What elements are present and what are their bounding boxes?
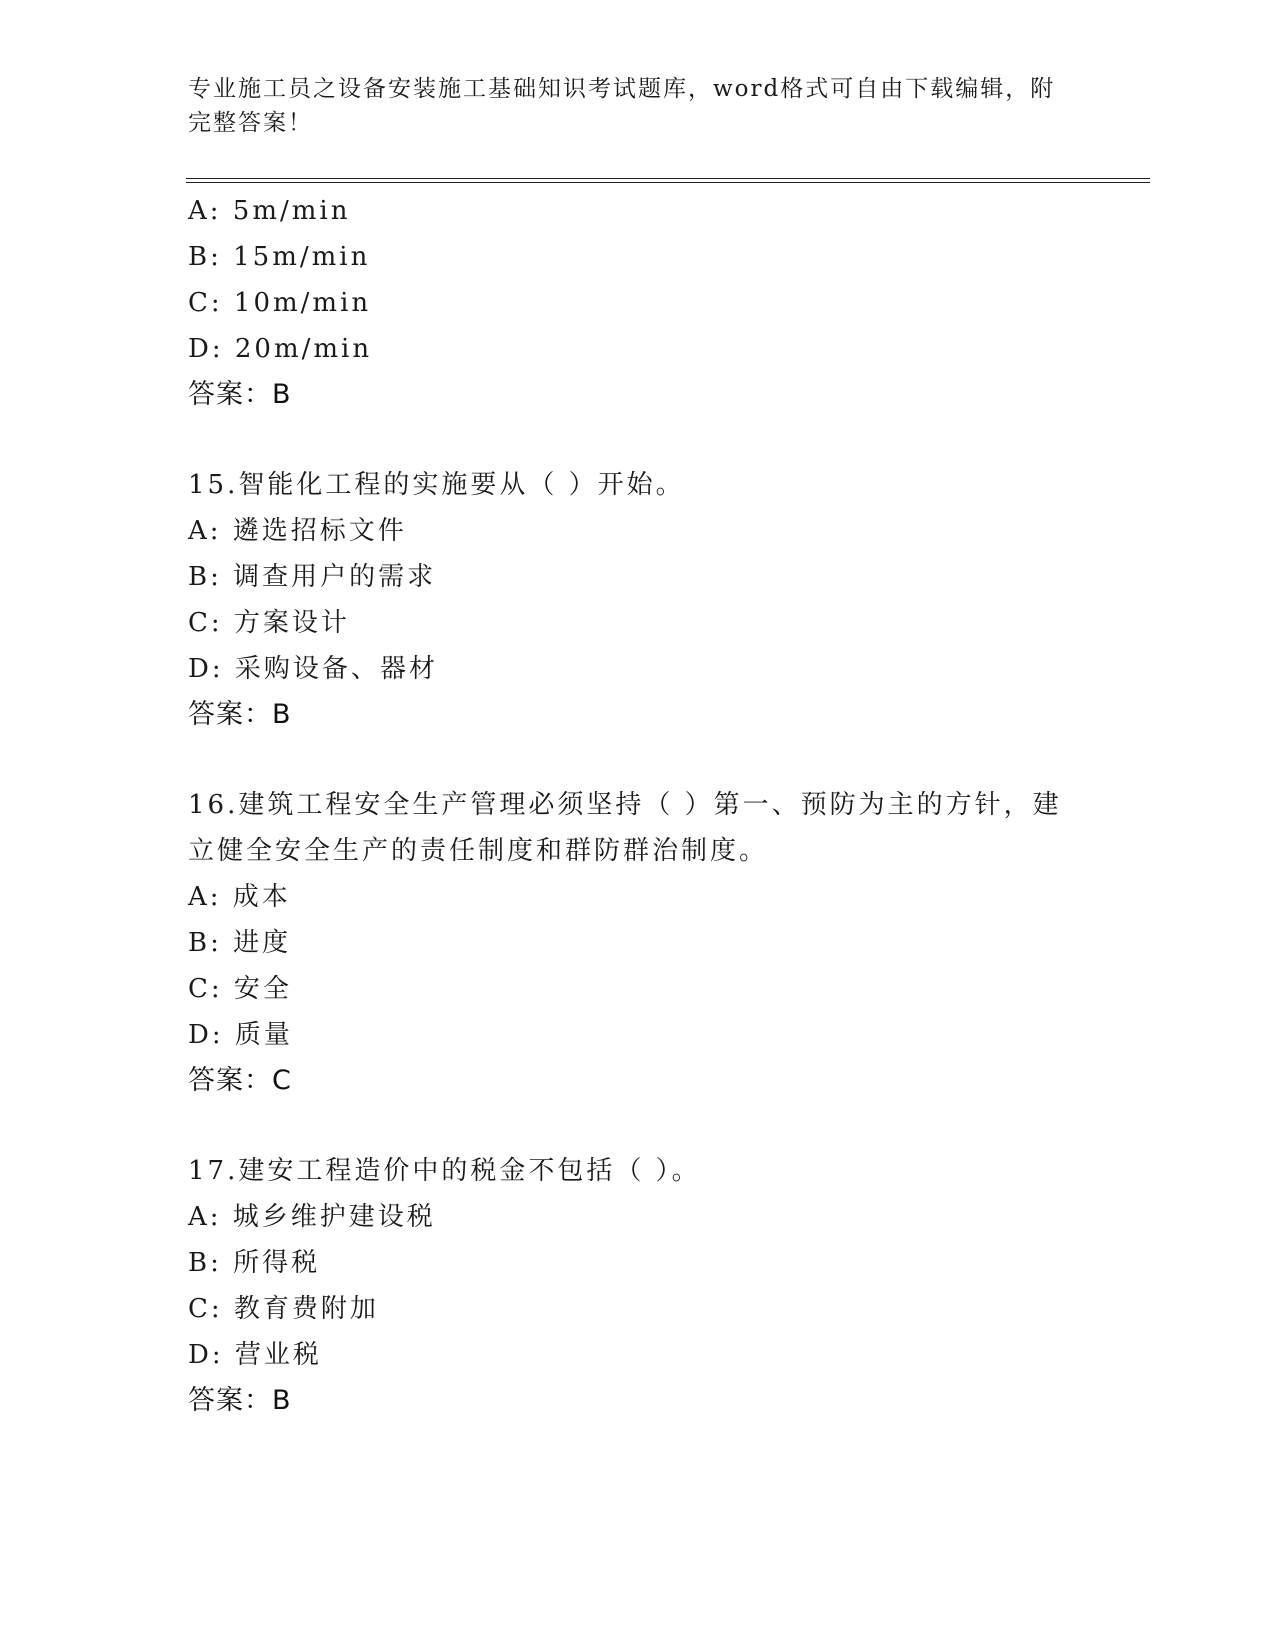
document-body <box>188 188 1088 1424</box>
option-b: B: 15m/min <box>188 242 371 272</box>
option-d: D: 营业税 <box>188 1340 322 1370</box>
option-a: A: 城乡维护建设税 <box>188 1202 436 1232</box>
option-a: A: 成本 <box>188 882 291 912</box>
option-b: B: 进度 <box>188 928 292 958</box>
option-d: D: 采购设备、器材 <box>188 654 438 684</box>
option-d: D: 20m/min <box>188 334 373 364</box>
option-d: D: 质量 <box>188 1020 293 1050</box>
question-block-15 <box>188 462 1088 738</box>
option-c: C: 方案设计 <box>188 608 350 638</box>
spacer <box>188 738 1088 782</box>
option-a: A: 遴选招标文件 <box>188 516 407 546</box>
option-c: C: 10m/min <box>188 288 372 318</box>
header-divider-secondary <box>186 182 1150 183</box>
question-block-16 <box>188 782 1088 1104</box>
spacer <box>188 418 1088 462</box>
header-divider <box>186 178 1150 179</box>
option-c: C: 教育费附加 <box>188 1294 379 1324</box>
answer-line: 答案：B <box>188 379 292 410</box>
answer-line: 答案：C <box>188 1065 292 1096</box>
question-stem: 17.建安工程造价中的税金不包括（ ）。 <box>188 1156 701 1186</box>
answer-line: 答案：B <box>188 699 292 730</box>
option-a: A: 5m/min <box>188 196 351 226</box>
answer-line: 答案：B <box>188 1385 292 1416</box>
question-block-17 <box>188 1148 1088 1424</box>
question-stem: 16.建筑工程安全生产管理必须坚持（ ）第一、预防为主的方针，建立健全安全生产的责任制度和群防群治制度。 <box>188 790 1062 866</box>
question-stem: 15.智能化工程的实施要从（ ）开始。 <box>188 470 685 500</box>
option-b: B: 调查用户的需求 <box>188 562 437 592</box>
option-c: C: 安全 <box>188 974 292 1004</box>
spacer <box>188 1104 1088 1148</box>
option-b: B: 所得税 <box>188 1248 321 1278</box>
question-block-continued <box>188 188 1088 418</box>
document-header: 专业施工员之设备安装施工基础知识考试题库，word格式可自由下载编辑，附完整答案！ <box>188 76 1056 136</box>
